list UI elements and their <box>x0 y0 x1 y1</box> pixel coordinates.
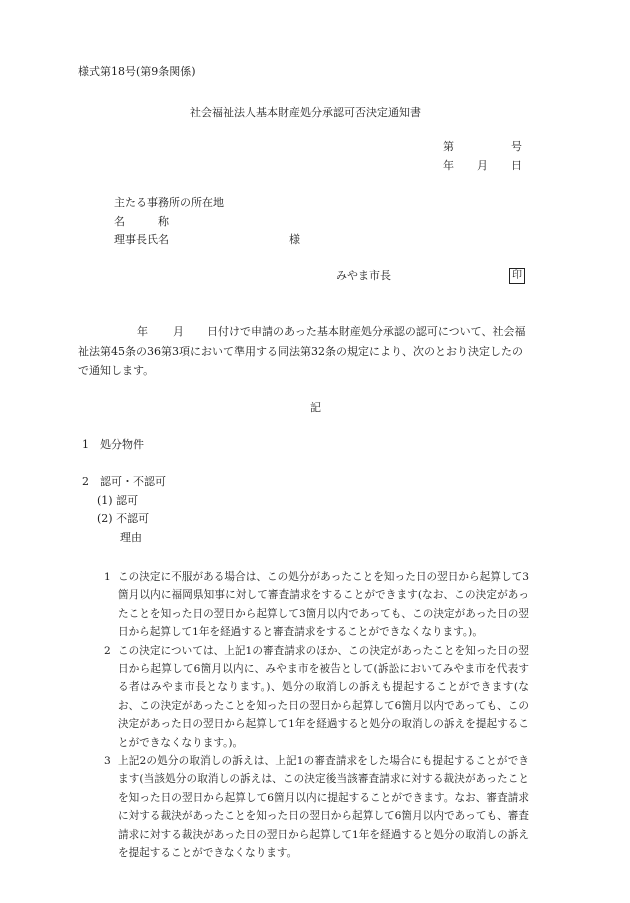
appeal-note-number: 3 <box>104 755 111 768</box>
body-line-1: 日付けで申請のあった基本財産処分承認の認可について、社会福 <box>207 325 526 338</box>
item-2-option-disapprove: (2) 不認可 <box>97 512 150 525</box>
seal-mark: 印 <box>509 268 525 284</box>
date-month: 月 <box>477 159 488 172</box>
appeal-note-text: 上記2の処分の取消しの訴えは、上記1の審査請求をした場合にも提起することができます(当該処分の取消しの訴えは、この決定後当該審査請求に対する裁決があったことを知った日の翌日から起算して6箇月以内に提起することができます。なお、審査請求に対する裁決があったことを知った日の翌日から起算して6箇月以内であっても、審査請求に対する裁決があった日の翌日から起算して1年を経過すると処分の取消しの訴えを提起することができなくなります。 <box>118 755 529 860</box>
body-date-month: 月 <box>173 325 184 338</box>
form-number: 様式第18号(第9条関係) <box>78 65 196 78</box>
item-2-number: 2 <box>82 475 89 488</box>
date-year: 年 <box>443 159 454 172</box>
appeal-note-text: この決定に不服がある場合は、この処分があったことを知った日の翌日から起算して3箇月以内に福岡県知事に対して審査請求をすることができます(なお、この決定があったことを知った日の翌日から起算して3箇月以内であっても、この決定があった日の翌日から起算して1年を経過すると審査請求をすることができなくなります。)。 <box>118 571 529 639</box>
appeal-note <box>104 752 529 862</box>
date-day: 日 <box>511 159 522 172</box>
item-1-number: 1 <box>82 438 89 451</box>
document-title: 社会福祉法人基本財産処分承認可否決定通知書 <box>190 106 421 119</box>
honorific-sama: 様 <box>289 233 300 246</box>
office-address-label: 主たる事務所の所在地 <box>114 196 224 209</box>
chairman-name-label: 理事長氏名 <box>114 233 169 246</box>
doc-number-dai: 第 <box>443 140 454 153</box>
appeal-note-text: この決定については、上記1の審査請求のほか、この決定があったことを知った日の翌日から起算して6箇月以内に、みやま市を被告として(訴訟においてみやま市を代表する者はみやま市長となります。)、処分の取消しの訴えも提起することができます(なお、この決定があったことを知った日の翌日から起算して6箇月以内であっても、この決定があった日の翌日から起算して1年を経過すると処分の取消しの訴えを提起することができなくなります。)。 <box>118 644 529 749</box>
appeal-note-number: 1 <box>104 571 111 583</box>
appeal-notes <box>104 568 529 863</box>
item-2-label: 認可・不認可 <box>100 475 166 488</box>
ki-heading: 記 <box>310 401 321 414</box>
issuer-name: みやま市長 <box>336 269 391 282</box>
body-line-2: 祉法第45条の36第3項において準用する同法第32条の規定により、次のとおり決定したの <box>78 345 523 358</box>
item-1-label: 処分物件 <box>100 438 144 451</box>
body-line-3: で通知します。 <box>78 364 155 377</box>
appeal-note-number: 2 <box>104 644 111 657</box>
appeal-note <box>104 642 529 752</box>
appeal-note <box>104 568 529 642</box>
doc-number-go: 号 <box>511 140 522 153</box>
corporation-name-label: 名 称 <box>114 215 169 228</box>
body-date-year: 年 <box>137 325 148 338</box>
item-2-option-approve: (1) 認可 <box>97 494 139 507</box>
item-2-reason-label: 理由 <box>120 531 142 544</box>
